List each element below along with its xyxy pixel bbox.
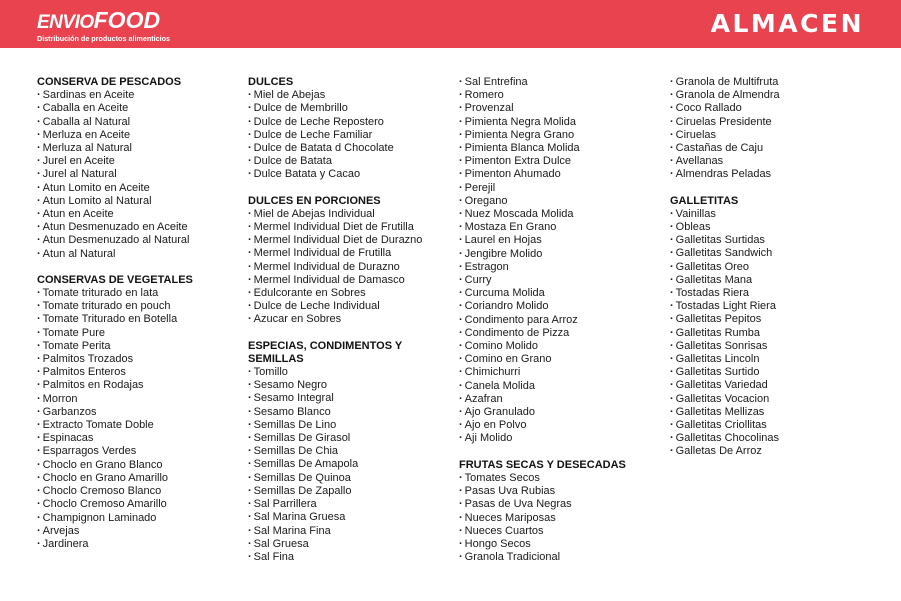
product-item: · Caballa en Aceite [37,102,242,115]
product-item: · Galletitas Mana [670,274,875,287]
brand-part1: ENVIO [37,12,94,33]
product-item: · Jardinera [37,538,242,551]
product-item: · Nueces Mariposas [459,512,664,525]
product-item: · Arvejas [37,525,242,538]
product-item: · Galletitas Pepitos [670,313,875,326]
product-item: · Perejil [459,182,664,195]
product-item: · Comino en Grano [459,353,664,366]
product-item: · Tomate Pure [37,327,242,340]
product-item: · Comino Molido [459,340,664,353]
category-title: DULCES [248,76,294,88]
product-item: · Sal Marina Fina [248,525,453,538]
product-item: · Condimento de Pizza [459,327,664,340]
product-item: · Palmitos Enteros [37,366,242,379]
product-item: · Galletitas Oreo [670,261,875,274]
product-item: · Mermel Individual de Damasco [248,274,453,287]
product-item: · Coco Rallado [670,102,875,115]
category-section [37,274,242,551]
product-item: · Tomates Secos [459,472,664,485]
product-item: · Pimenton Ahumado [459,168,664,181]
product-item: · Galletitas Sandwich [670,247,875,260]
product-item: · Sesamo Integral [248,392,453,405]
product-item: · Galletitas Surtidas [670,234,875,247]
header-bar [0,0,901,48]
product-item: · Dulce de Leche Familiar [248,129,453,142]
product-item: · Jurel en Aceite [37,155,242,168]
product-item: · Mermel Individual de Frutilla [248,247,453,260]
product-item: · Azucar en Sobres [248,313,453,326]
product-item: · Tostadas Light Riera [670,300,875,313]
product-item: · Semillas De Chia [248,445,453,458]
product-item: · Palmitos en Rodajas [37,379,242,392]
product-item: · Merluza al Natural [37,142,242,155]
product-item: · Sal Gruesa [248,538,453,551]
product-list [248,208,453,327]
category-section [670,195,875,459]
product-item: · Granola de Multifruta [670,76,875,89]
product-item: · Extracto Tomate Doble [37,419,242,432]
category-section [248,76,453,182]
product-item: · Jurel al Natural [37,168,242,181]
product-item: · Dulce Batata y Cacao [248,168,453,181]
product-item: · Coriandro Molido [459,300,664,313]
brand-part2: FOOD [93,7,161,33]
product-item: · Estragon [459,261,664,274]
product-item: · Galletitas Surtido [670,366,875,379]
product-item: · Miel de Abejas [248,89,453,102]
product-item: · Pimienta Blanca Molida [459,142,664,155]
product-item: · Almendras Peladas [670,168,875,181]
product-item: · Champignon Laminado [37,512,242,525]
product-item: · Oregano [459,195,664,208]
product-item: · Galletitas Mellizas [670,406,875,419]
product-item: · Sal Fina [248,551,453,564]
product-item: · Semillas De Girasol [248,432,453,445]
product-item: · Atun Lomito al Natural [37,195,242,208]
product-item: · Chimichurri [459,366,664,379]
category-section [37,76,242,261]
product-item: · Granola de Almendra [670,89,875,102]
product-list [37,287,242,551]
product-item: · Morron [37,393,242,406]
column-3 [459,76,664,577]
product-item: · Merluza en Aceite [37,129,242,142]
product-item: · Mostaza En Grano [459,221,664,234]
product-item: · Canela Molida [459,380,664,393]
product-item: · Tomate Perita [37,340,242,353]
category-title: ESPECIAS, CONDIMENTOS Y SEMILLAS [248,339,403,365]
product-item: · Galletitas Chocolinas [670,432,875,445]
product-item: · Dulce de Batata [248,155,453,168]
product-item: · Galletitas Rumba [670,327,875,340]
product-item: · Choclo Cremoso Amarillo [37,498,242,511]
product-item: · Mermel Individual de Durazno [248,261,453,274]
product-item: · Dulce de Leche Repostero [248,116,453,129]
product-item: · Galletitas Lincoln [670,353,875,366]
page-title: ALMACEN [710,9,864,38]
product-item: · Miel de Abejas Individual [248,208,453,221]
product-item: · Castañas de Caju [670,142,875,155]
brand-logo [37,9,170,43]
product-item: · Obleas [670,221,875,234]
product-item: · Vainillas [670,208,875,221]
product-item: · Mermel Individual Diet de Frutilla [248,221,453,234]
product-list [459,76,664,446]
product-item: · Sal Parrillera [248,498,453,511]
product-item: · Ajo en Polvo [459,419,664,432]
product-item: · Pimienta Negra Molida [459,116,664,129]
product-item: · Semillas De Zapallo [248,485,453,498]
product-item: · Galletitas Variedad [670,379,875,392]
product-item: · Sardinas en Aceite [37,89,242,102]
column-1 [37,76,242,564]
category-section [248,195,453,327]
product-item: · Atun Desmenuzado al Natural [37,234,242,247]
product-item: · Pimienta Negra Grano [459,129,664,142]
category-section [459,76,664,446]
product-item: · Mermel Individual Diet de Durazno [248,234,453,247]
product-item: · Atun en Aceite [37,208,242,221]
product-item: · Galletitas Criollitas [670,419,875,432]
product-item: · Tomate triturado en pouch [37,300,242,313]
product-item: · Atun Desmenuzado en Aceite [37,221,242,234]
category-title: FRUTAS SECAS Y DESECADAS [459,458,626,471]
product-item: · Galletas De Arroz [670,445,875,458]
category-title: CONSERVAS DE VEGETALES [37,273,193,286]
product-item: · Atun Lomito en Aceite [37,182,242,195]
product-item: · Tomate Triturado en Botella [37,313,242,326]
product-item: · Sesamo Negro [248,379,453,392]
product-item: · Jengibre Molido [459,248,664,261]
product-item: · Hongo Secos [459,538,664,551]
product-list [37,89,242,261]
product-item: · Condimento para Arroz [459,314,664,327]
brand-wordmark [37,9,170,34]
product-item: · Sal Entrefina [459,76,664,89]
category-title: DULCES EN PORCIONES [248,194,381,207]
category-title: CONSERVA DE PESCADOS [37,76,182,88]
product-item: · Azafran [459,393,664,406]
product-item: · Ciruelas [670,129,875,142]
column-4 [670,76,875,472]
product-item: · Nuez Moscada Molida [459,208,664,221]
product-item: · Caballa al Natural [37,116,242,129]
product-item: · Semillas De Quinoa [248,472,453,485]
product-item: · Aji Molido [459,432,664,445]
product-item: · Dulce de Membrillo [248,102,453,115]
product-item: · Tomate triturado en lata [37,287,242,300]
product-item: · Tostadas Riera [670,287,875,300]
column-2 [248,76,453,577]
product-item: · Choclo en Grano Blanco [37,459,242,472]
product-item: · Tomillo [248,366,453,379]
product-item: · Provenzal [459,102,664,115]
product-item: · Semillas De Amapola [248,458,453,471]
product-item: · Semillas De Lino [248,419,453,432]
product-item: · Nueces Cuartos [459,525,664,538]
product-item: · Palmitos Trozados [37,353,242,366]
product-item: · Edulcorante en Sobres [248,287,453,300]
product-list [248,89,453,181]
product-item: · Choclo Cremoso Blanco [37,485,242,498]
product-list [248,366,453,564]
product-item: · Galletitas Vocacion [670,393,875,406]
product-item: · Avellanas [670,155,875,168]
category-section [459,459,664,565]
product-item: · Galletitas Sonrisas [670,340,875,353]
product-item: · Sal Marina Gruesa [248,511,453,524]
product-list [670,76,875,182]
product-item: · Pasas de Uva Negras [459,498,664,511]
product-item: · Ajo Granulado [459,406,664,419]
product-item: · Romero [459,89,664,102]
product-item: · Curcuma Molida [459,287,664,300]
product-item: · Espinacas [37,432,242,445]
product-item: · Atun al Natural [37,248,242,261]
product-item: · Garbanzos [37,406,242,419]
product-item: · Dulce de Batata d Chocolate [248,142,453,155]
category-title: GALLETITAS [670,194,739,207]
category-section [248,340,453,564]
product-item: · Granola Tradicional [459,551,664,564]
product-item: · Dulce de Leche Individual [248,300,453,313]
category-section [670,76,875,182]
product-item: · Esparragos Verdes [37,445,242,458]
product-item: · Curry [459,274,664,287]
product-item: · Pasas Uva Rubias [459,485,664,498]
product-item: · Pimenton Extra Dulce [459,155,664,168]
product-item: · Sesamo Blanco [248,406,453,419]
product-list [459,472,664,564]
brand-tagline: Distribución de productos alimenticios [37,34,170,43]
product-list [670,208,875,459]
product-item: · Choclo en Grano Amarillo [37,472,242,485]
product-item: · Ciruelas Presidente [670,116,875,129]
product-item: · Laurel en Hojas [459,234,664,247]
